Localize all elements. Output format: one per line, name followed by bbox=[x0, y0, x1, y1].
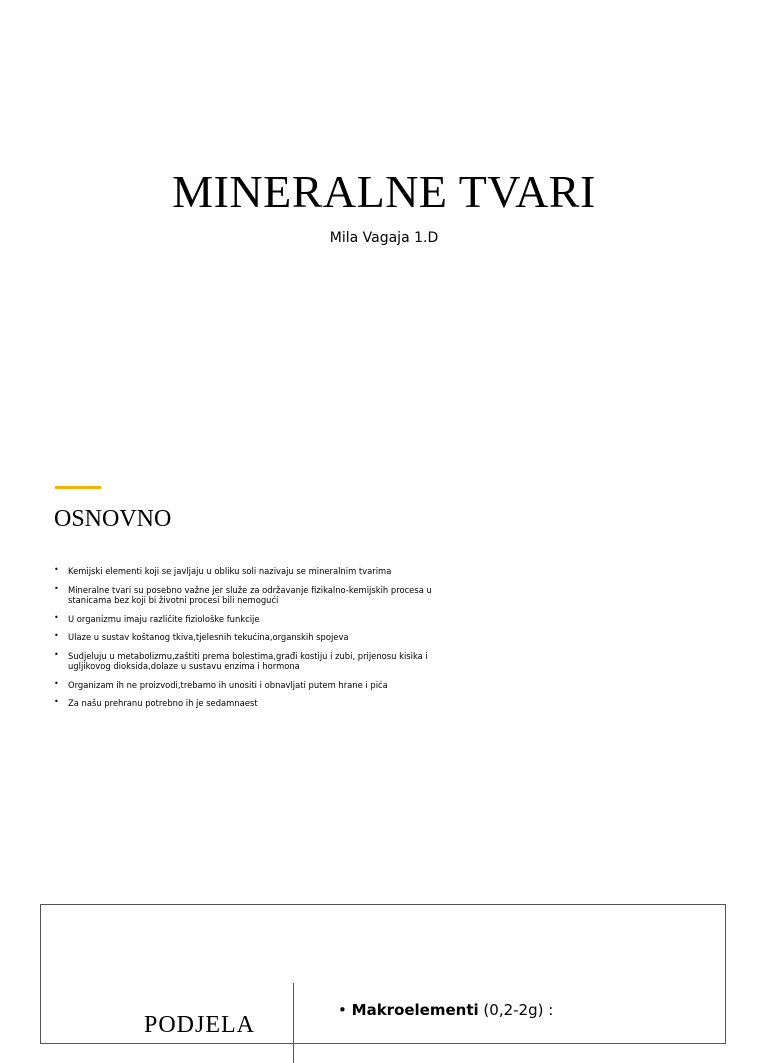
vertical-divider bbox=[293, 983, 294, 1063]
presentation-title: MINERALNE TVARI bbox=[172, 166, 596, 217]
bullet-icon: • bbox=[54, 565, 59, 574]
list-item: • Za našu prehranu potrebno ih je sedamnaest bbox=[54, 697, 258, 708]
list-item: • Makroelementi (0,2-2g) : bbox=[338, 1001, 554, 1019]
title-slide bbox=[0, 0, 768, 440]
slide-title: PODJELA bbox=[144, 1012, 256, 1038]
bullet-list bbox=[54, 566, 474, 717]
slide-podjela bbox=[40, 904, 726, 1044]
bullet-icon: • bbox=[54, 631, 59, 640]
bullet-icon: • bbox=[54, 697, 59, 706]
slide-title: OSNOVNO bbox=[54, 506, 172, 532]
bullet-icon: • bbox=[54, 678, 59, 688]
accent-bar bbox=[55, 486, 101, 489]
list-item: • Ulaze u sustav koštanog tkiva,tjelesnih tekućina,organskih spojeva bbox=[54, 631, 349, 642]
presentation-author: Mila Vagaja 1.D bbox=[329, 230, 439, 246]
list-item: • Organizam ih ne proizvodi,trebamo ih unositi i obnavljati putem hrane i pića bbox=[54, 678, 388, 690]
bullet-icon: • bbox=[54, 612, 59, 622]
list-item: • Mineralne tvari su posebno važne jer služe za održavanje fizikalno-kemijskih procesa u stanicama bez koji bi životni procesi bili nemogući bbox=[54, 583, 432, 605]
list-item: • U organizmu imaju različite fiziološke funkcije bbox=[54, 612, 260, 624]
bullet-icon: • bbox=[54, 583, 59, 593]
bullet-icon: • bbox=[54, 649, 59, 659]
bullet-icon: • bbox=[338, 1001, 347, 1019]
list-item: • Kemijski elementi koji se javljaju u obliku soli nazivaju se mineralnim tvarima bbox=[54, 565, 392, 576]
list-item: • Sudjeluju u metabolizmu,zaštiti prema bolestima,građi kostiju i zubi, prijenosu kisika i ugljikovog dioksida,dolaze u sustavu enzima i hormona bbox=[54, 649, 428, 671]
slide-osnovno bbox=[0, 440, 768, 880]
